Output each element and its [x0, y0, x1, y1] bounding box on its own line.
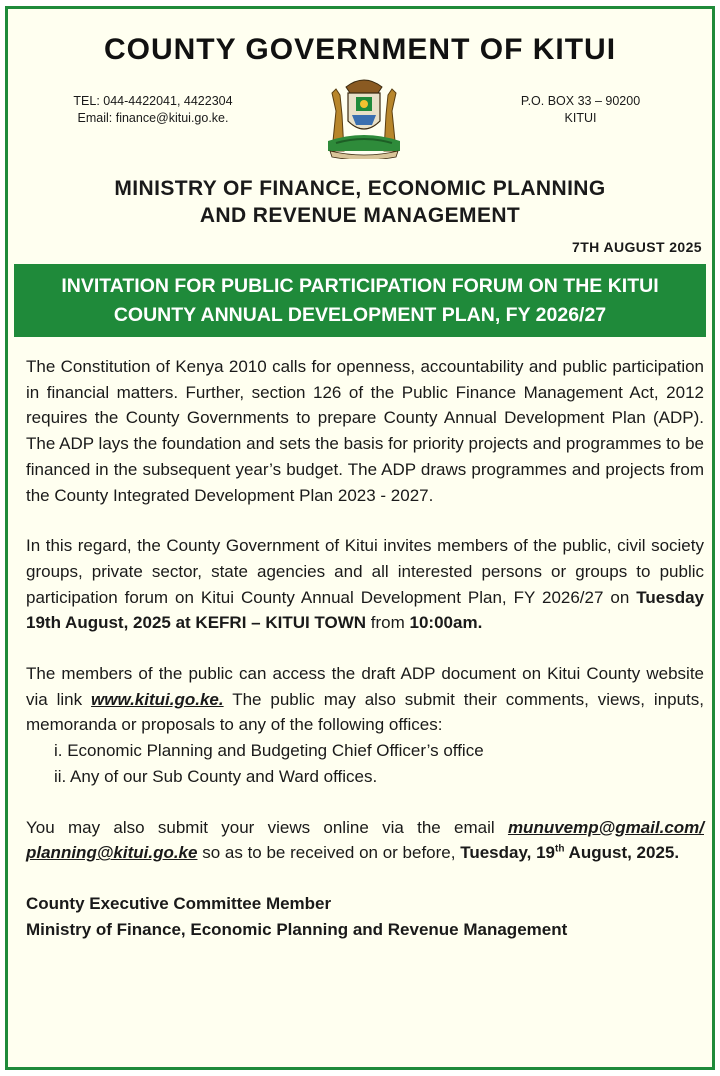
- county-title: COUNTY GOVERNMENT OF KITUI: [103, 33, 617, 66]
- email-text: You may also submit your views online via the email: [26, 817, 508, 837]
- paragraph-access: [26, 661, 704, 738]
- list-item: ii. Any of our Sub County and Ward offices.: [54, 766, 378, 786]
- email-link-munuvemp[interactable]: munuvemp@gmail.com/: [507, 817, 704, 837]
- forum-date-venue: Tuesday 19th August, 2025 at KEFRI – KITUI TOWN: [26, 587, 704, 633]
- county-crest-icon: [318, 71, 410, 159]
- po-box: P.O. BOX 33 – 90200: [520, 94, 641, 108]
- forum-time: 10:00am.: [409, 613, 483, 633]
- invitation-text-from: from: [366, 613, 410, 633]
- town: KITUI: [564, 111, 597, 125]
- paragraph-invitation: [26, 533, 704, 636]
- notice-body: [26, 354, 704, 942]
- contact-left: [53, 93, 253, 127]
- access-text: The members of the public can access the draft ADP document on Kitui County website via link: [26, 664, 704, 709]
- access-text-offices: The public may also submit their comments, views, inputs, memoranda or proposals to any of the following offices:: [26, 689, 704, 735]
- email-address: Email: finance@kitui.go.ke.: [77, 111, 229, 125]
- ministry-line-2: AND REVENUE MANAGEMENT: [199, 204, 521, 227]
- ministry-title: [8, 175, 712, 229]
- signature-ministry: Ministry of Finance, Economic Planning and Revenue Management: [26, 919, 568, 939]
- paragraph-constitution: The Constitution of Kenya 2010 calls for openness, accountability and public participation in financial matters. Further, section 126 of the Public Finance Management Act, 2012 requires the County Governments to prepare County Annual Development Plan (ADP). The ADP lays the foundation and sets the basis for priority projects and programmes to be financed in the subsequent year’s budget. The ADP draws programmes and projects from the County Integrated Development Plan 2023 - 2027.: [26, 357, 704, 505]
- signature-title: County Executive Committee Member: [26, 893, 332, 913]
- notice-page: [5, 6, 715, 1070]
- deadline-month-year: August, 2025.: [564, 843, 680, 863]
- email-link-planning[interactable]: planning@kitui.go.ke: [26, 843, 198, 863]
- deadline-day: Tuesday, 19: [460, 843, 556, 863]
- offices-list: [26, 738, 704, 789]
- invitation-banner: [14, 264, 706, 337]
- website-link[interactable]: www.kitui.go.ke.: [91, 689, 224, 709]
- ministry-line-1: MINISTRY OF FINANCE, ECONOMIC PLANNING: [114, 177, 606, 200]
- list-item: i. Economic Planning and Budgeting Chief Officer’s office: [54, 741, 484, 761]
- banner-line-1: INVITATION FOR PUBLIC PARTICIPATION FORUM ON THE KITUI: [61, 274, 659, 297]
- invitation-text: In this regard, the County Government of Kitui invites members of the public, civil society groups, private sector, state agencies and all interested persons or groups to public participation forum on Kitui County Annual Development Plan, FY 2026/27 on: [26, 536, 704, 607]
- contact-right: [488, 93, 673, 127]
- email-text-deadline: so as to be received on or before,: [197, 843, 461, 863]
- banner-line-2: COUNTY ANNUAL DEVELOPMENT PLAN, FY 2026/27: [113, 303, 607, 326]
- deadline-suffix: th: [555, 843, 565, 855]
- notice-date: 7TH AUGUST 2025: [572, 239, 702, 255]
- paragraph-email: [26, 815, 704, 866]
- telephone: TEL: 044-4422041, 4422304: [73, 94, 233, 108]
